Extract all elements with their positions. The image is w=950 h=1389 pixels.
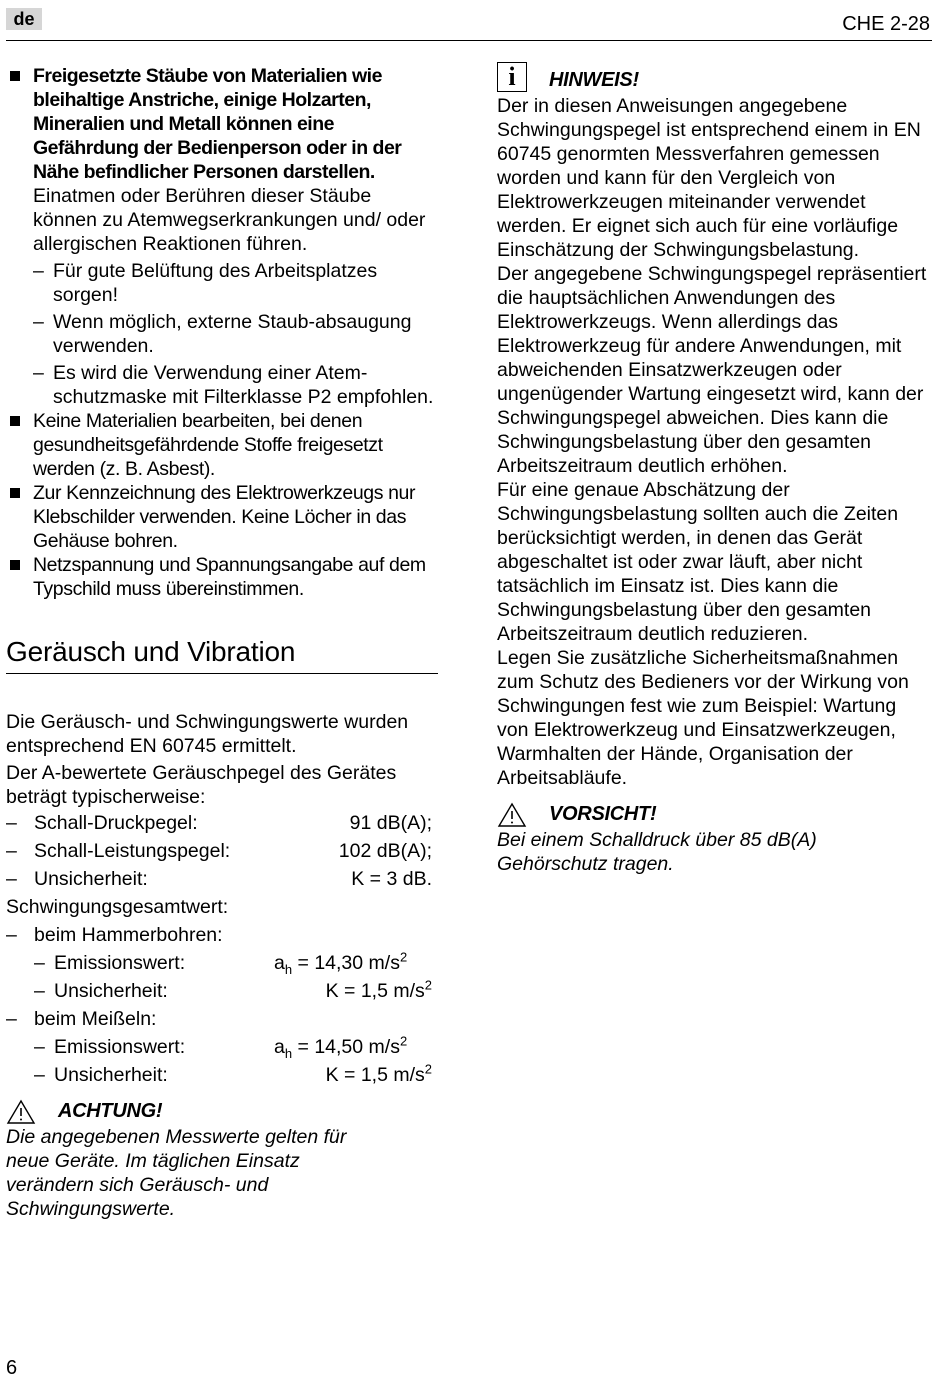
bullet-item: Zur Kennzeichnung des Elektrowerkzeugs nur Klebschilder verwenden. Keine Löcher in das Gehäuse bohren. [6, 481, 438, 553]
bullet-square-icon [10, 416, 20, 426]
info-icon: i [497, 62, 527, 92]
intro-text: Der A-bewertete Geräuschpegel des Gerätes beträgt typischerweise: [6, 762, 397, 808]
vibration-row: – Emissionswert: $a_h = 14,50$ $m/s^2$ [34, 1033, 408, 1061]
bullet-item: Keine Materialien bearbeiten, bei denen gesundheitsgefährdende Stoffe freigesetzt werden (z. B. Asbest). [6, 409, 438, 481]
achtung-title: ACHTUNG! [58, 1100, 163, 1122]
dust-hazard-item [6, 64, 438, 409]
dust-hazard-warning: Freigesetzte Stäube von Materialien wie bleihaltige Anstriche, einige Holzarten, Mineralien und Metall können eine Gefährdung der Bedienperson oder in der Nähe befindlicher Personen darstellen. [33, 65, 402, 183]
vibration-row: – Emissionswert: $a_h = 14,30$ $m/s^2$ [34, 949, 408, 977]
dash-item: – Es wird die Verwendung einer Atem-schutzmaske mit Filterklasse P2 empfohlen. [33, 362, 434, 408]
header-rule [6, 40, 932, 41]
dash-item: – Wenn möglich, externe Staub-absaugung verwenden. [33, 311, 412, 357]
hinweis-paragraph: Legen Sie zusätzliche Sicherheitsmaßnahmen zum Schutz des Bedieners vor der Wirkung von Schwingungen fest wie zum Beispiel: Wartung von Elektrowerkzeug und Einsatzwerkzeugen, Warmhalten der Hände, Organisation der Arbeitsabläufe. [497, 647, 909, 789]
achtung-note-header [6, 1099, 438, 1125]
vibration-group-label: – beim Hammerbohren: [6, 924, 223, 946]
left-column [6, 64, 438, 1221]
hinweis-note-header [497, 62, 933, 94]
vorsicht-text: Bei einem Schalldruck über 85 dB(A) Gehörschutz tragen. [497, 829, 817, 875]
vibration-title: Schwingungsgesamtwert: [6, 896, 229, 918]
vibration-row: – Unsicherheit: K = 1,5 $m/s^2$ [34, 977, 432, 1002]
right-column [497, 64, 933, 876]
page-number: 6 [6, 1357, 18, 1379]
noise-row: – Schall-Leistungspegel: 102 dB(A); [6, 840, 432, 862]
bullet-item: Netzspannung und Spannungsangabe auf dem Typschild muss übereinstimmen. [6, 553, 438, 601]
vorsicht-note-header [497, 802, 933, 828]
dash-item: – Für gute Belüftung des Arbeitsplatzes sorgen! [33, 260, 378, 306]
section-title: Geräusch und Vibration [6, 635, 438, 674]
hinweis-paragraph: Der in diesen Anweisungen angegebene Schwingungspegel ist entsprechend einem in EN 60745 genormten Messverfahren gemessen worden und kann für den Vergleich von Elektrowerkzeugen miteinander verwendet werden. Er eignet sich auch für eine vorläufige Einschätzung der Schwingungsbelastung. [497, 95, 921, 261]
bullet-square-icon [10, 71, 20, 81]
hinweis-paragraph: Der angegebene Schwingungspegel repräsentiert die hauptsächlichen Anwendungen des Elektrowerkzeugs. Wenn allerdings das Elektrowerkzeug für andere Anwendungen, mit abweichenden Einsatzwerkzeugen oder ungenügender Wartung eingesetzt wird, kann der Schwingungspegel abweichen. Dies kann die Schwingungsbelastung über den gesamten Arbeitszeitraum deutlich erhöhen. [497, 263, 927, 477]
vibration-row: – Unsicherheit: K = 1,5 $m/s^2$ [34, 1061, 432, 1086]
noise-row: – Unsicherheit: K = 3 dB. [6, 868, 432, 890]
warning-triangle-icon [6, 1099, 36, 1125]
bullet-square-icon [10, 488, 20, 498]
vibration-group-label: – beim Meißeln: [6, 1008, 157, 1030]
language-badge: de [6, 8, 42, 30]
bullet-square-icon [10, 560, 20, 570]
vorsicht-title: VORSICHT! [549, 803, 657, 825]
achtung-text: Die angegebenen Messwerte gelten für neue Geräte. Im täglichen Einsatz verändern sich Geräusch- und Schwingungswerte. [6, 1126, 347, 1220]
warning-triangle-icon [497, 802, 527, 828]
hinweis-paragraph: Für eine genaue Abschätzung der Schwingungsbelastung sollten auch die Zeiten berücksichtigt werden, in denen das Gerät abgeschaltet ist oder zwar läuft, aber nicht tatsächlich im Einsatz ist. Dies kann die Schwingungsbelastung über den gesamten Arbeitszeitraum deutlich reduzieren. [497, 479, 899, 645]
hinweis-title: HINWEIS! [549, 69, 639, 91]
model-label: CHE 2-28 [842, 13, 930, 35]
dust-hazard-text: Einatmen oder Berühren dieser Stäube können zu Atemwegserkrankungen und/ oder allergischen Reaktionen führen. [33, 185, 426, 255]
noise-row: – Schall-Druckpegel: 91 dB(A); [6, 812, 432, 834]
intro-text: Die Geräusch- und Schwingungswerte wurden entsprechend EN 60745 ermittelt. [6, 711, 409, 757]
